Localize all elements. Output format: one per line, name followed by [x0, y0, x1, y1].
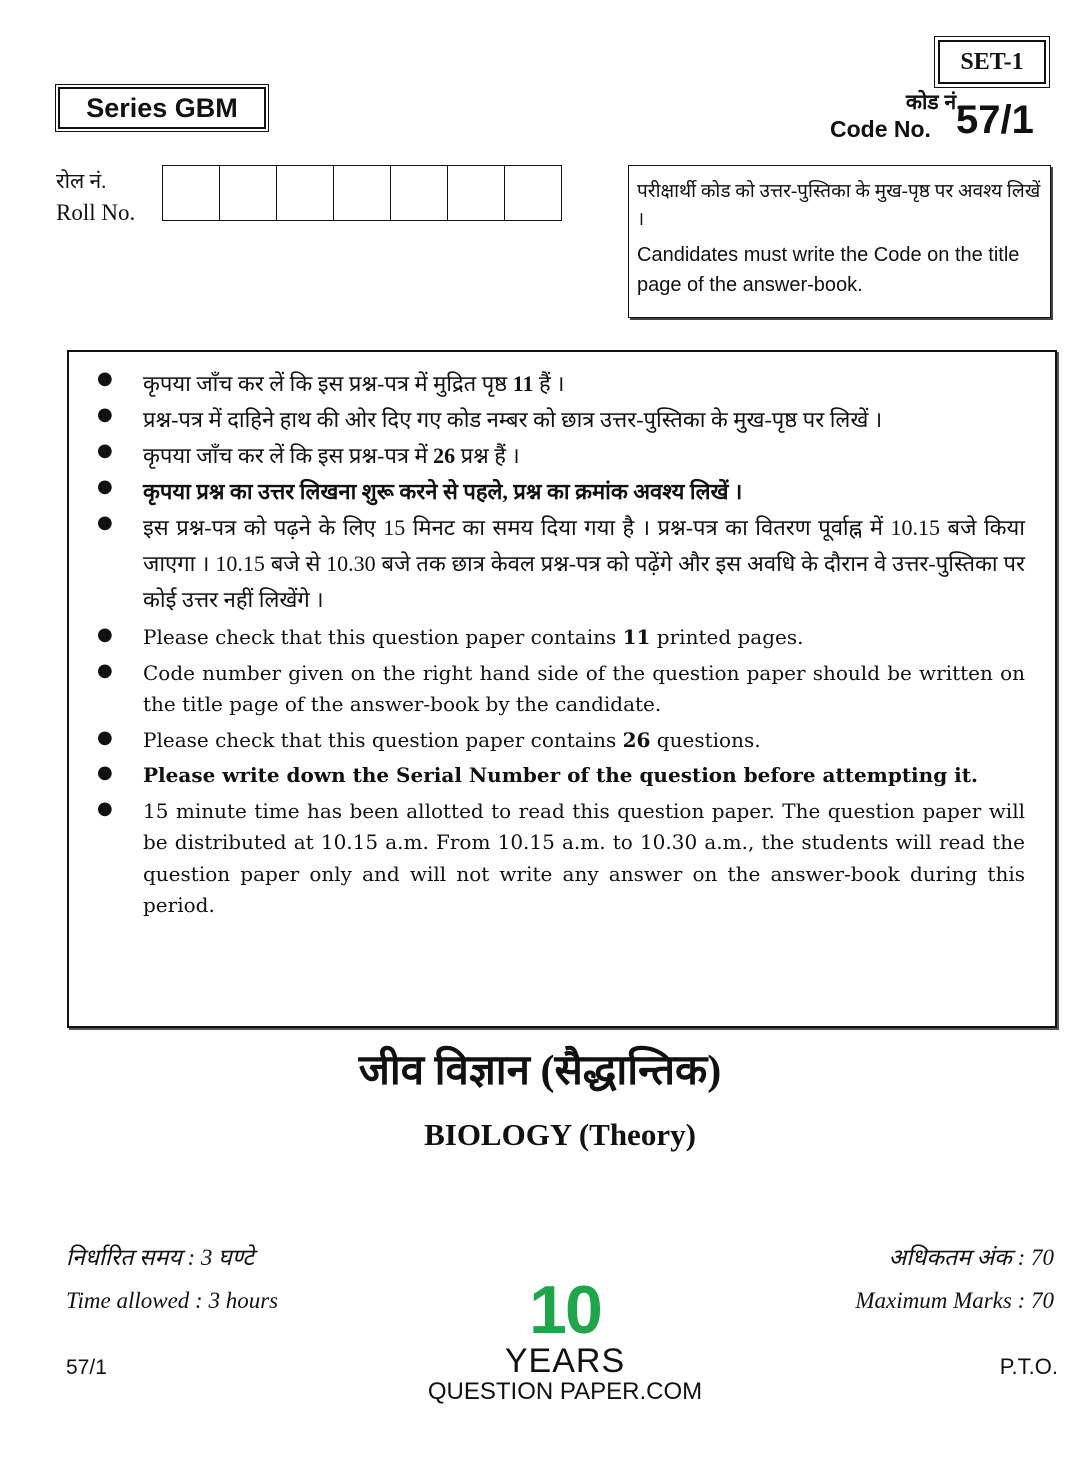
time-allowed: Time allowed : 3 hours: [66, 1288, 279, 1313]
bullet-icon: ●: [97, 368, 113, 389]
list-item: ● Please check that this question paper contains 11 printed pages.: [97, 624, 804, 649]
roll-digit-box[interactable]: [505, 166, 561, 220]
list-item: ● कृपया प्रश्न का उत्तर लिखना शुरू करने से पहले, प्रश्न का क्रमांक अवश्य लिखें ।: [97, 476, 743, 504]
list-item: ● Code number given on the right hand side of the question paper should be written on the title page of the answer-book by the candidate.: [97, 659, 1025, 716]
watermark-number: 10: [529, 1272, 601, 1348]
bullet-icon: ●: [97, 624, 113, 645]
candidate-note-box: [628, 165, 1051, 318]
code-value: 57/1: [956, 98, 1034, 142]
list-item: ● 15 minute time has been allotted to read this question paper. The question paper will be distributed at 10.15 a.m. From 10.15 a.m. to 10.30 a.m., the students will read the question paper only and will not write any answer on the answer-book during this period.: [97, 797, 1025, 917]
roll-label: Roll No.: [56, 200, 136, 225]
maximum-marks-hindi: अधिकतम अंक : 70: [888, 1245, 1054, 1270]
instructions-box: [67, 350, 1057, 1028]
code-label-hindi: कोड नं.: [905, 91, 962, 114]
time-allowed-hindi: निर्धारित समय : 3 घण्टे: [66, 1245, 254, 1270]
candidate-note-hindi: परीक्षार्थी कोड को उत्तर-पुस्तिका के मुख-पृष्ठ पर अवश्य लिखें ।: [637, 181, 1041, 230]
list-item: ● प्रश्न-पत्र में दाहिने हाथ की ओर दिए गए कोड नम्बर को छात्र उत्तर-पुस्तिका के मुख-पृष्ठ पर लिखें ।: [97, 404, 883, 432]
roll-digit-box[interactable]: [220, 166, 277, 220]
pto-label: P.T.O.: [999, 1354, 1058, 1379]
bullet-icon: ●: [97, 476, 113, 497]
subject-title-hindi: जीव विज्ञान (सैद्धान्तिक): [358, 1048, 722, 1094]
watermark-site: QUESTION PAPER.COM: [427, 1378, 703, 1405]
instructions-list: [97, 366, 1025, 922]
bullet-icon: ●: [97, 797, 113, 819]
roll-digit-box[interactable]: [448, 166, 505, 220]
list-item: ● कृपया जाँच कर लें कि इस प्रश्न-पत्र में मुद्रित पृष्ठ 11 हैं ।: [97, 368, 565, 396]
bullet-icon: ●: [97, 512, 113, 533]
list-item: ● इस प्रश्न-पत्र को पढ़ने के लिए 15 मिनट का समय दिया गया है । प्रश्न-पत्र का वितरण पूर्वाह्न में 10.15 बजे किया जाएगा । 10.15 बजे से 10.30 बजे तक छात्र केवल प्रश्न-पत्र को पढ़ेंगे और इस अवधि के दौरान वे उत्तर-पुस्तिका पर कोई उत्तर नहीं लिखेंगे ।: [97, 512, 1025, 612]
subject-title: BIOLOGY (Theory): [424, 1117, 696, 1152]
series-label: Series GBM: [58, 87, 266, 129]
bullet-icon: ●: [97, 762, 113, 783]
roll-number-boxes[interactable]: [162, 165, 562, 221]
bullet-icon: ●: [97, 659, 113, 681]
roll-digit-box[interactable]: [334, 166, 391, 220]
candidate-note-english: Candidates must write the Code on the title page of the answer-book.: [637, 244, 1020, 296]
roll-label-hindi: रोल नं.: [56, 169, 107, 193]
list-item: ● Please write down the Serial Number of the question before attempting it.: [97, 762, 978, 787]
list-item: ● Please check that this question paper contains 26 questions.: [97, 726, 761, 752]
roll-digit-box[interactable]: [391, 166, 448, 220]
bullet-icon: ●: [97, 440, 113, 461]
bullet-icon: ●: [97, 404, 113, 425]
bullet-icon: ●: [97, 726, 113, 748]
list-item: ● कृपया जाँच कर लें कि इस प्रश्न-पत्र में 26 प्रश्न हैं ।: [97, 440, 520, 468]
roll-digit-box[interactable]: [277, 166, 334, 220]
page-code: 57/1: [66, 1356, 107, 1379]
code-label: Code No.: [830, 116, 931, 142]
watermark-years: YEARS: [504, 1342, 626, 1380]
roll-digit-box[interactable]: [163, 166, 220, 220]
maximum-marks: Maximum Marks : 70: [855, 1288, 1054, 1313]
set-label: SET-1: [938, 40, 1046, 84]
